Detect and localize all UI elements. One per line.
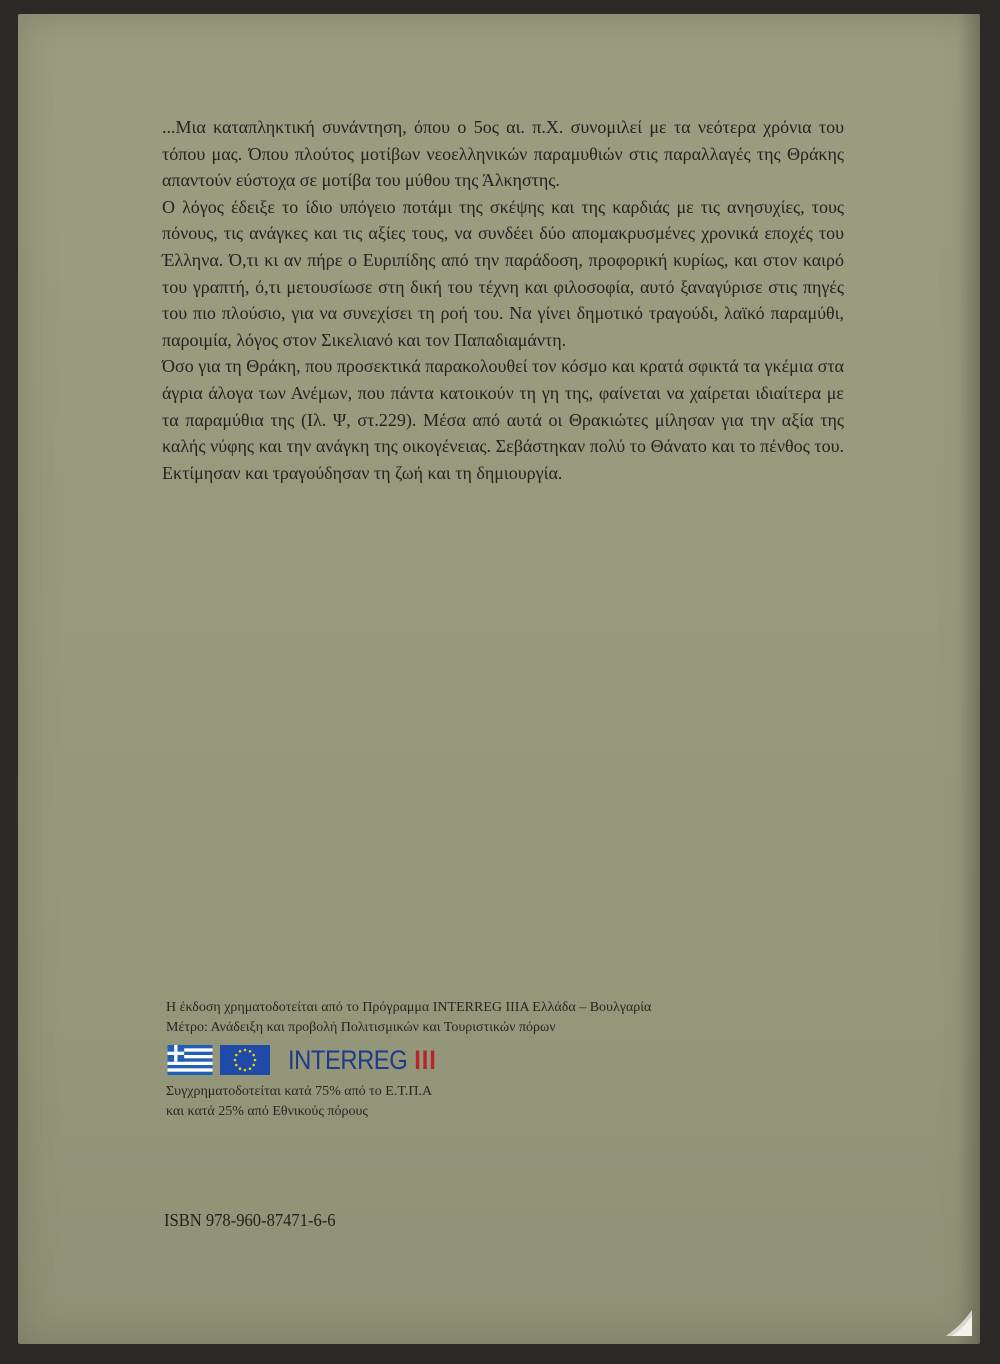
cofunding-line-1: Συγχρηματοδοτείται κατά 75% από το Ε.Τ.Π.Α <box>166 1084 433 1099</box>
cofunding-note <box>166 1082 766 1122</box>
eu-flag-icon <box>220 1045 270 1075</box>
interreg-roman-numeral: III <box>414 1044 437 1075</box>
blurb-paragraph-3: Όσο για τη Θράκη, που προσεκτικά παρακολουθεί τον κόσμο και κρατά σφικτά τα γκέμια στα άγρια άλογα των Ανέμων, που πάντα κατοικούν τη γη της, φαίνεται να χαίρεται ιδιαίτερα με τα παραμύθια της (Ιλ. Ψ, στ.229). Μέσα από αυτά οι Θρακιώτες μίλησαν για την αξία της καλής νύφης και την ανάγκη της οικογένειας. Σεβάστηκαν πολύ το Θάνατο και το πένθος του. Εκτίμησαν και τραγούδησαν τη ζωή και τη δημιουργία. <box>162 356 844 483</box>
blurb-paragraph-2: Ο λόγος έδειξε το ίδιο υπόγειο ποτάμι της σκέψης και της καρδιάς με τις ανησυχίες, τους πόνους, τις ανάγκες και τις αξίες τους, να συνδέει δύο απομακρυσμένες χρονικά εποχές του Έλληνα. Ό,τι κι αν πήρε ο Ευριπίδης από την παράδοση, προφορική κυρίως, και στον καιρό του γραπτή, ό,τι μετουσίωσε στη δική του τέχνη και φιλοσοφία, αυτό ξαναγύρισε στις πηγές του πιο πλούσιο, για να συνεχίσει τη ροή του. Να γίνει δημοτικό τραγούδι, λαϊκό παραμύθι, παροιμία, λόγος στον Σικελιανό και τον Παπαδιαμάντη. <box>162 196 844 350</box>
funding-line-1: Η έκδοση χρηματοδοτείται από το Πρόγραμμα INTERREG IIIA Ελλάδα – Βουλγαρία <box>166 1000 652 1015</box>
funding-note <box>166 998 766 1038</box>
cofunding-line-2: και κατά 25% από Εθνικούς πόρους <box>166 1104 368 1119</box>
funding-line-2: Μέτρο: Ανάδειξη και προβολή Πολιτισμικών και Τουριστικών πόρων <box>166 1020 556 1035</box>
isbn-number: ISBN 978-960-87471-6-6 <box>164 1210 336 1230</box>
interreg-wordmark: INTERREG <box>288 1044 408 1075</box>
interreg-logo <box>288 1045 437 1076</box>
sponsor-logos <box>166 1044 457 1076</box>
worn-corner-icon <box>942 1310 972 1336</box>
blurb-text <box>162 114 844 486</box>
cover-edge-shadow <box>958 14 980 1344</box>
book-back-cover <box>18 14 980 1344</box>
greek-flag-icon <box>166 1045 214 1075</box>
blurb-paragraph-1: ...Μια καταπληκτική συνάντηση, όπου ο 5ος αι. π.Χ. συνομιλεί με τα νεότερα χρόνια του τόπου μας. Όπου πλούτος μοτίβων νεοελληνικών παραμυθιών στις παραλλαγές της Θράκης απαντούν εύστοχα σε μοτίβα του μύθου της Άλκηστης. <box>162 117 844 191</box>
